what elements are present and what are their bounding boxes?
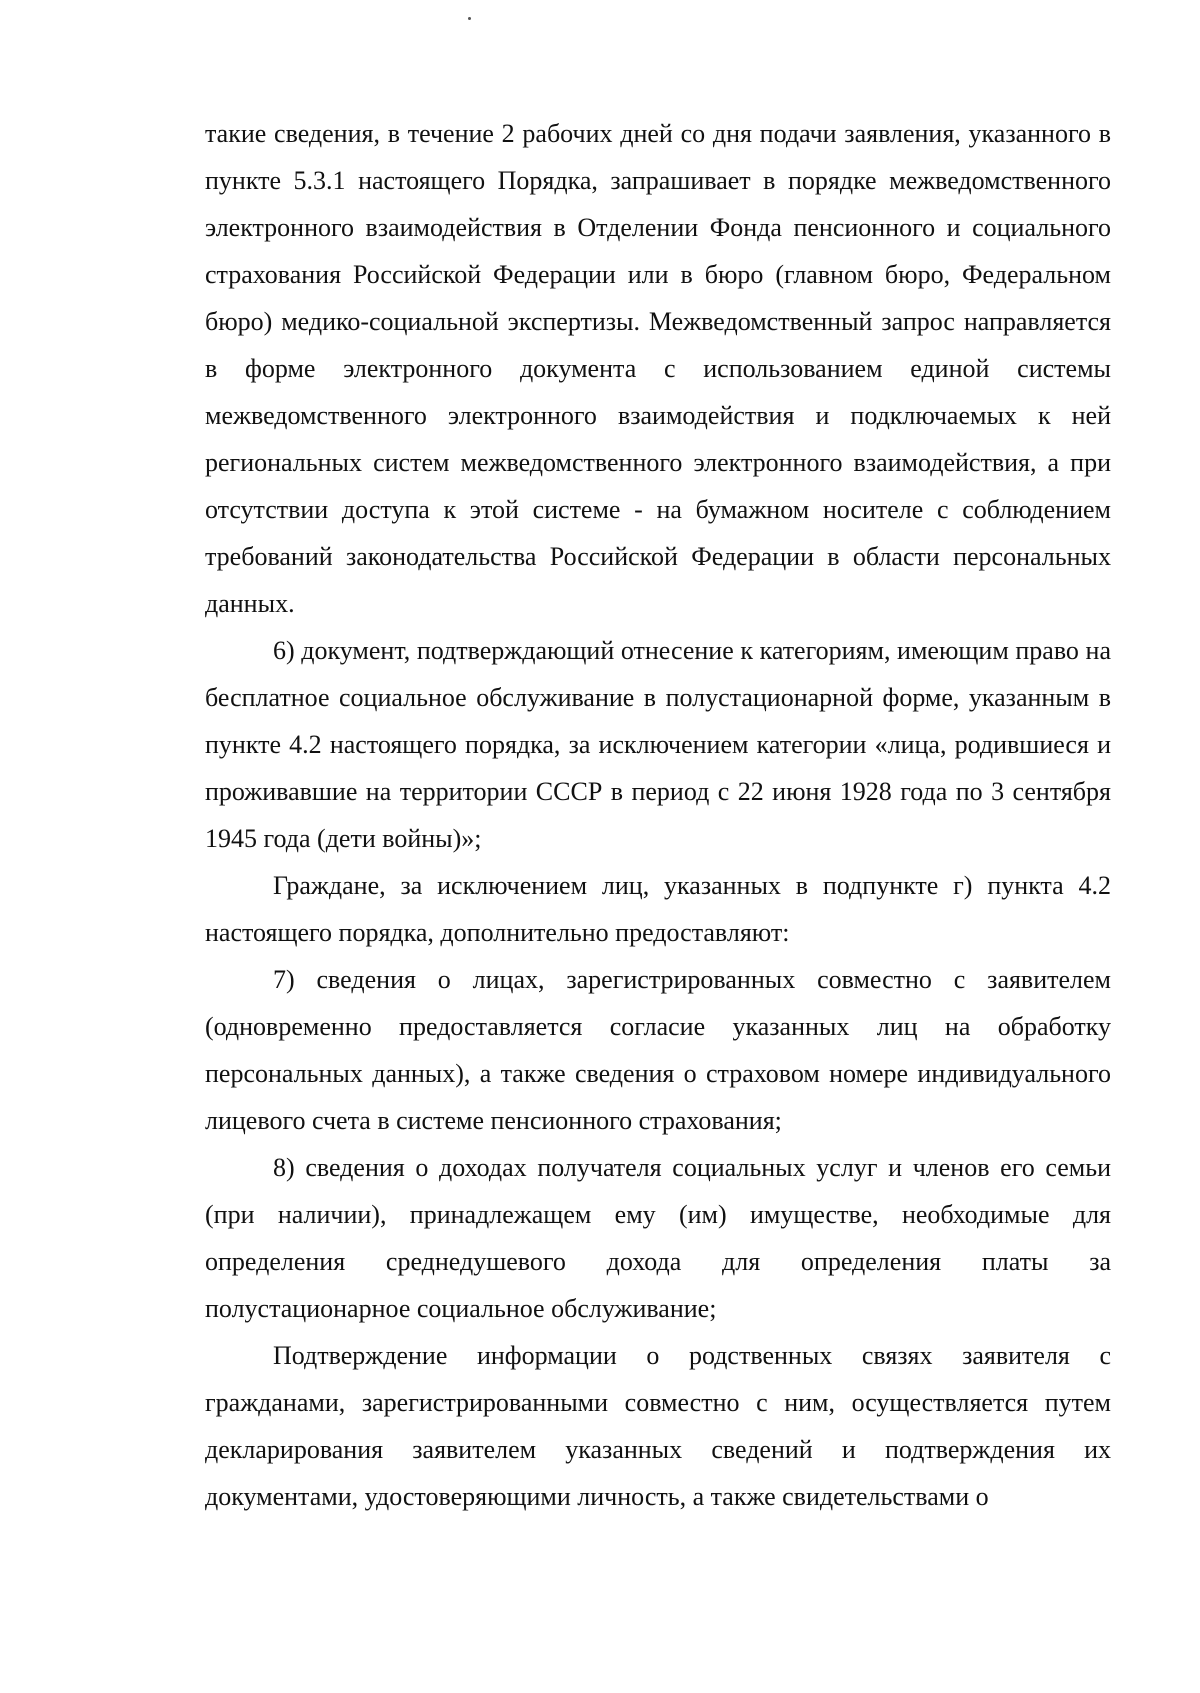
paragraph-item-6: 6) документ, подтверждающий отнесение к категориям, имеющим право на бесплатное социальное обслуживание в полустационарной форме, указанным в пункте 4.2 настоящего порядка, за исключением категории «лица, родившиеся и проживавшие на территории СССР в период с 22 июня 1928 года по 3 сентября 1945 года (дети войны)»; [205,636,1111,853]
paragraph-citizens-additional: Граждане, за исключением лиц, указанных в подпункте г) пункта 4.2 настоящего порядка, дополнительно предоставляют: [205,871,1111,947]
paragraph-kinship-confirmation: Подтверждение информации о родственных связях заявителя с гражданами, зарегистрированными совместно с ним, осуществляется путем декларирования заявителем указанных сведений и подтверждения их документами, удостоверяющими личность, а также свидетельствами о [205,1341,1111,1511]
paragraph-continuation: такие сведения, в течение 2 рабочих дней со дня подачи заявления, указанного в пункте 5.3.1 настоящего Порядка, запрашивает в порядке межведомственного электронного взаимодействия в Отделении Фонда пенсионного и социального страхования Российской Федерации или в бюро (главном бюро, Федеральном бюро) медико-социальной экспертизы. Межведомственный запрос направляется в форме электронного документа с использованием единой системы межведомственного электронного взаимодействия и подключаемых к ней региональных систем межведомственного электронного взаимодействия, а при отсутствии доступа к этой системе - на бумажном носителе с соблюдением требований законодательства Российской Федерации в области персональных данных. [205,119,1111,618]
scan-artifact-dot [468,17,471,20]
paragraph-item-7: 7) сведения о лицах, зарегистрированных совместно с заявителем (одновременно предоставляется согласие указанных лиц на обработку персональных данных), а также сведения о страховом номере индивидуального лицевого счета в системе пенсионного страхования; [205,965,1111,1135]
paragraph-item-8: 8) сведения о доходах получателя социальных услуг и членов его семьи (при наличии), принадлежащем ему (им) имуществе, необходимые для определения среднедушевого дохода для определения платы за полустационарное социальное обслуживание; [205,1153,1111,1323]
document-body [205,110,1111,1520]
